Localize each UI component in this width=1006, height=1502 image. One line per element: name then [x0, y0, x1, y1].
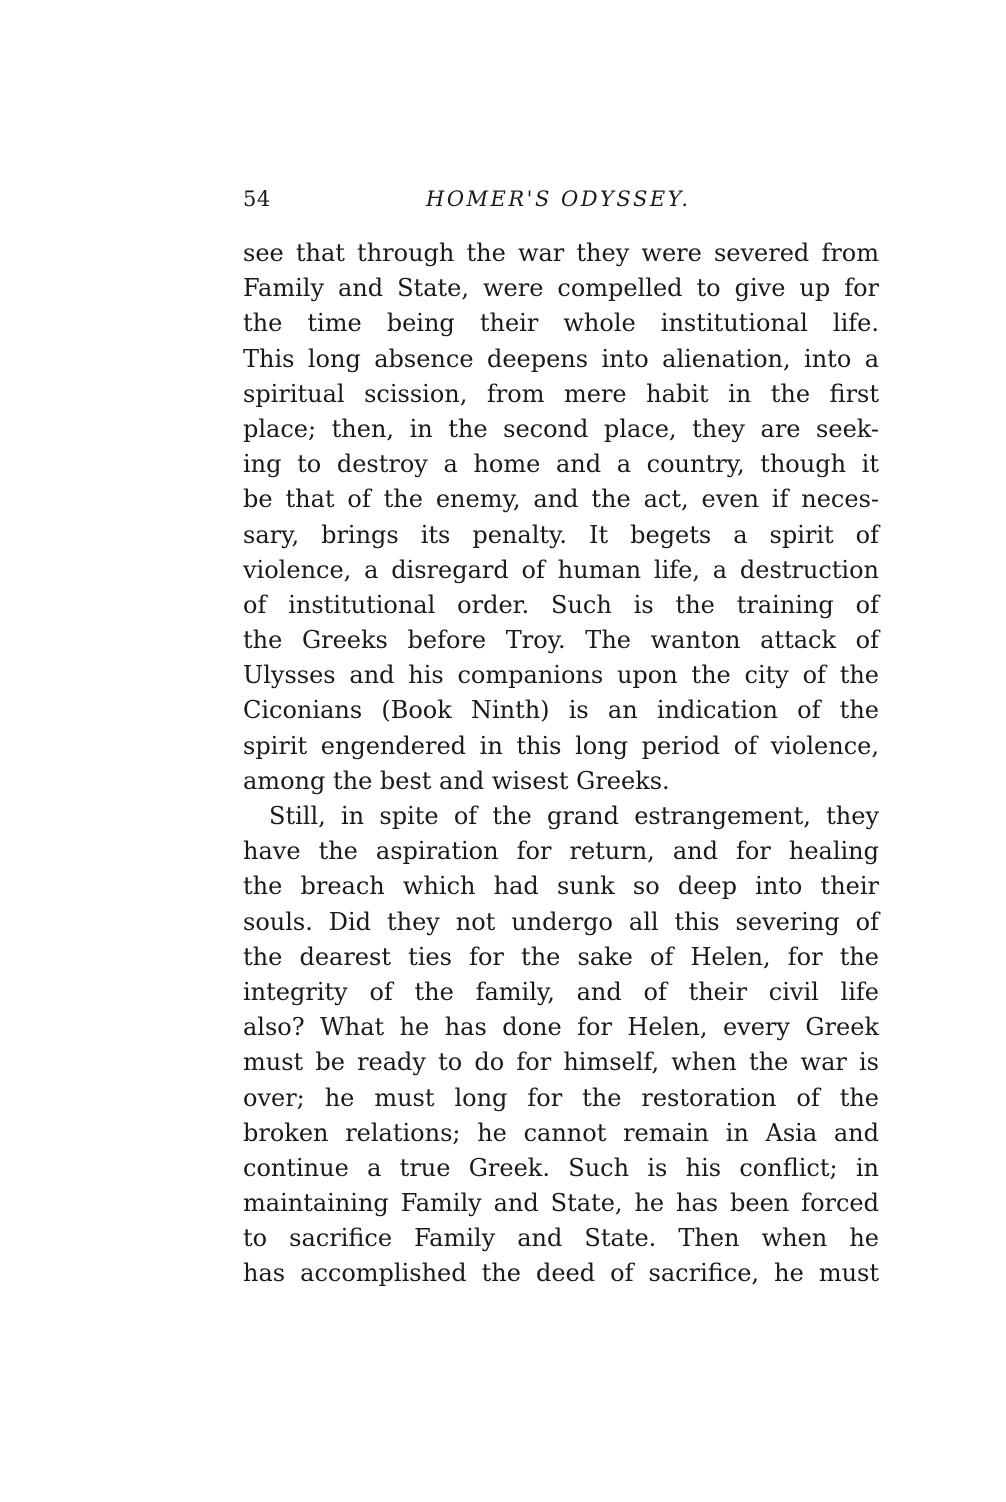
text-line: to sacrifice Family and State. Then when he [243, 1224, 879, 1253]
text-line: sary, brings its penalty. It begets a spirit of [243, 520, 879, 549]
text-line: must be ready to do for himself, when the war is [243, 1048, 879, 1077]
text-line: the dearest ties for the sake of Helen, for the [243, 942, 879, 971]
text-line: Ulysses and his companions upon the city of the [243, 661, 879, 690]
text-line: souls. Did they not undergo all this severing of [243, 907, 879, 936]
text-line: ing to destroy a home and a country, though it [243, 450, 879, 479]
text-line: Family and State, were compelled to give up for [243, 274, 879, 303]
text-line: place; then, in the second place, they are seek- [243, 414, 879, 443]
text-line: Ciconians (Book Ninth) is an indication of the [243, 696, 879, 725]
text-line: the breach which had sunk so deep into their [243, 872, 879, 901]
running-head [243, 184, 879, 214]
running-title: HOMER'S ODYSSEY. [426, 187, 691, 211]
text-line: This long absence deepens into alienation, into a [243, 344, 879, 373]
text-line: the Greeks before Troy. The wanton attack of [243, 626, 879, 655]
text-line: integrity of the family, and of their civil life [243, 977, 879, 1006]
page-number: 54 [243, 187, 271, 211]
text-line: spiritual scission, from mere habit in the first [243, 379, 879, 408]
paragraph-last-line: among the best and wisest Greeks. [243, 766, 670, 795]
text-line: be that of the enemy, and the act, even if neces- [243, 485, 879, 514]
text-line: of institutional order. Such is the training of [243, 590, 879, 619]
text-line: violence, a disregard of human life, a destruction [243, 555, 879, 584]
paragraph-first-line: Still, in spite of the grand estrangement, they [269, 802, 879, 830]
body-text [243, 236, 879, 1292]
text-line: broken relations; he cannot remain in Asia and [243, 1118, 879, 1147]
text-line: the time being their whole institutional life. [243, 309, 879, 338]
text-line: have the aspiration for return, and for healing [243, 837, 879, 866]
text-line: over; he must long for the restoration of the [243, 1083, 879, 1112]
text-line: spirit engendered in this long period of violence, [243, 731, 879, 760]
text-line: see that through the war they were severed from [243, 239, 879, 267]
text-line: has accomplished the deed of sacrifice, he must [243, 1259, 879, 1288]
text-line: also? What he has done for Helen, every Greek [243, 1013, 879, 1042]
text-line: maintaining Family and State, he has been forced [243, 1189, 879, 1218]
text-line: continue a true Greek. Such is his conflict; in [243, 1153, 879, 1182]
